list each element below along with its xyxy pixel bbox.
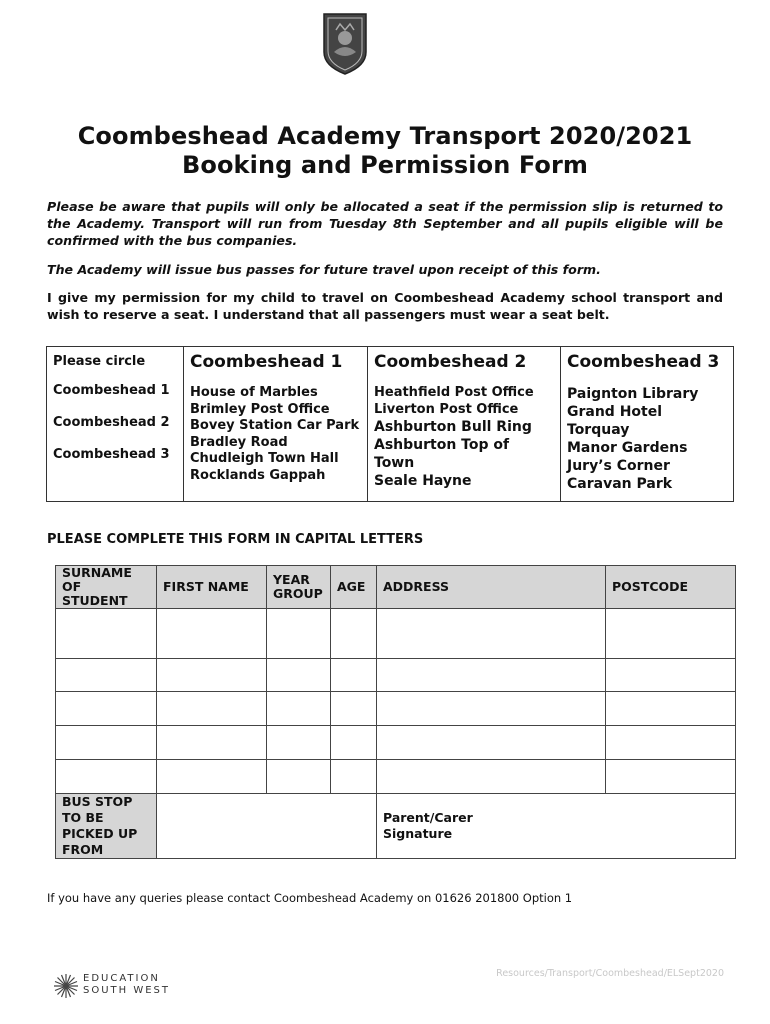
bus-stop-field[interactable] [157, 794, 377, 859]
table-row [56, 692, 736, 726]
stop-item: Brimley Post Office [190, 401, 330, 417]
address-header: ADDRESS [377, 566, 606, 609]
route-option-2[interactable]: Coombeshead 2 [53, 415, 170, 430]
age-field[interactable] [331, 760, 377, 794]
age-field[interactable] [331, 726, 377, 760]
postcode-field[interactable] [606, 726, 736, 760]
route-2-column [368, 347, 561, 501]
surname-field[interactable] [56, 609, 157, 659]
year-group-field[interactable] [267, 609, 331, 659]
academy-crest-logo [322, 12, 368, 76]
logo-line-1: EDUCATION [83, 973, 160, 984]
bus-pass-notice: The Academy will issue bus passes for future travel upon receipt of this form. [47, 262, 601, 277]
stop-item: Jury’s Corner [567, 458, 670, 474]
table-row [56, 609, 736, 659]
age-field[interactable] [331, 692, 377, 726]
route-option-1[interactable]: Coombeshead 1 [53, 383, 170, 398]
address-field[interactable] [377, 659, 606, 692]
logo-line-2: SOUTH WEST [83, 985, 171, 996]
stop-item: Bovey Station Car Park [190, 418, 360, 433]
postcode-field[interactable] [606, 609, 736, 659]
route-2-heading: Coombeshead 2 [374, 352, 527, 372]
address-field[interactable] [377, 609, 606, 659]
year-group-field[interactable] [267, 692, 331, 726]
postcode-field[interactable] [606, 692, 736, 726]
year-group-field[interactable] [267, 760, 331, 794]
logo-wordmark [83, 973, 170, 997]
first-name-field[interactable] [157, 659, 267, 692]
stop-item: Ashburton Top of Town [374, 437, 510, 471]
stop-item: Rocklands Gappah [190, 467, 326, 483]
route-circle-column [47, 347, 184, 501]
surname-field[interactable] [56, 692, 157, 726]
signature-label: Parent/Carer Signature [383, 810, 473, 841]
stop-item: Seale Hayne [374, 473, 472, 489]
surname-field[interactable] [56, 726, 157, 760]
age-field[interactable] [331, 609, 377, 659]
form-header-row [56, 566, 736, 609]
route-option-3[interactable]: Coombeshead 3 [53, 447, 170, 462]
age-header: AGE [331, 566, 377, 609]
stop-item: Bradley Road [190, 434, 288, 450]
age-field[interactable] [331, 659, 377, 692]
route-1-column [184, 347, 368, 501]
table-row [56, 760, 736, 794]
surname-header: SURNAME OF STUDENT [56, 566, 157, 609]
stop-item: Grand Hotel Torquay [567, 404, 663, 438]
first-name-field[interactable] [157, 692, 267, 726]
form-title: Coombeshead Academy Transport 2020/2021 [77, 122, 693, 150]
form-subtitle: Booking and Permission Form [181, 151, 588, 179]
contact-footer: If you have any queries please contact Coombeshead Academy on 01626 201800 Option 1 [47, 891, 573, 905]
year-group-header: YEAR GROUP [267, 566, 331, 609]
first-name-field[interactable] [157, 609, 267, 659]
table-row [56, 659, 736, 692]
bus-routes-table [46, 346, 734, 502]
year-group-field[interactable] [267, 726, 331, 760]
stop-item: Liverton Post Office [374, 401, 519, 417]
address-field[interactable] [377, 760, 606, 794]
capital-letters-instruction: PLEASE COMPLETE THIS FORM IN CAPITAL LETTERS [47, 532, 424, 547]
stop-item: House of Marbles [190, 385, 318, 400]
document-reference: Resources/Transport/Coombeshead/ELSept2020 [496, 968, 724, 979]
bus-stop-label: BUS STOP TO BE PICKED UP FROM [56, 794, 157, 859]
permission-statement: I give my permission for my child to travel on Coombeshead Academy school transport and wish to reserve a seat. I understand that all passengers must wear a seat belt. [47, 290, 723, 322]
stop-item: Heathfield Post Office [374, 385, 534, 400]
stop-item: Ashburton Bull Ring [374, 419, 532, 435]
stop-item: Caravan Park [567, 476, 673, 492]
seat-allocation-notice: Please be aware that pupils will only be allocated a seat if the permission slip is returned to the Academy. Transport will run from Tuesday 8th September and all pupils eligible will be confirmed with the bus companies. [47, 199, 723, 248]
stop-item: Paignton Library [567, 386, 699, 402]
first-name-header: FIRST NAME [157, 566, 267, 609]
student-details-form [55, 565, 736, 859]
surname-field[interactable] [56, 760, 157, 794]
signature-field[interactable] [377, 794, 736, 859]
surname-field[interactable] [56, 659, 157, 692]
route-3-heading: Coombeshead 3 [567, 352, 720, 372]
stop-item: Chudleigh Town Hall [190, 451, 339, 466]
postcode-field[interactable] [606, 659, 736, 692]
postcode-field[interactable] [606, 760, 736, 794]
bus-stop-signature-row [56, 794, 736, 859]
route-3-column [561, 347, 735, 501]
please-circle-label: Please circle [53, 354, 146, 369]
postcode-header: POSTCODE [606, 566, 736, 609]
address-field[interactable] [377, 726, 606, 760]
first-name-field[interactable] [157, 726, 267, 760]
address-field[interactable] [377, 692, 606, 726]
table-row [56, 726, 736, 760]
year-group-field[interactable] [267, 659, 331, 692]
stop-item: Manor Gardens [567, 440, 688, 456]
first-name-field[interactable] [157, 760, 267, 794]
route-1-heading: Coombeshead 1 [190, 352, 343, 372]
